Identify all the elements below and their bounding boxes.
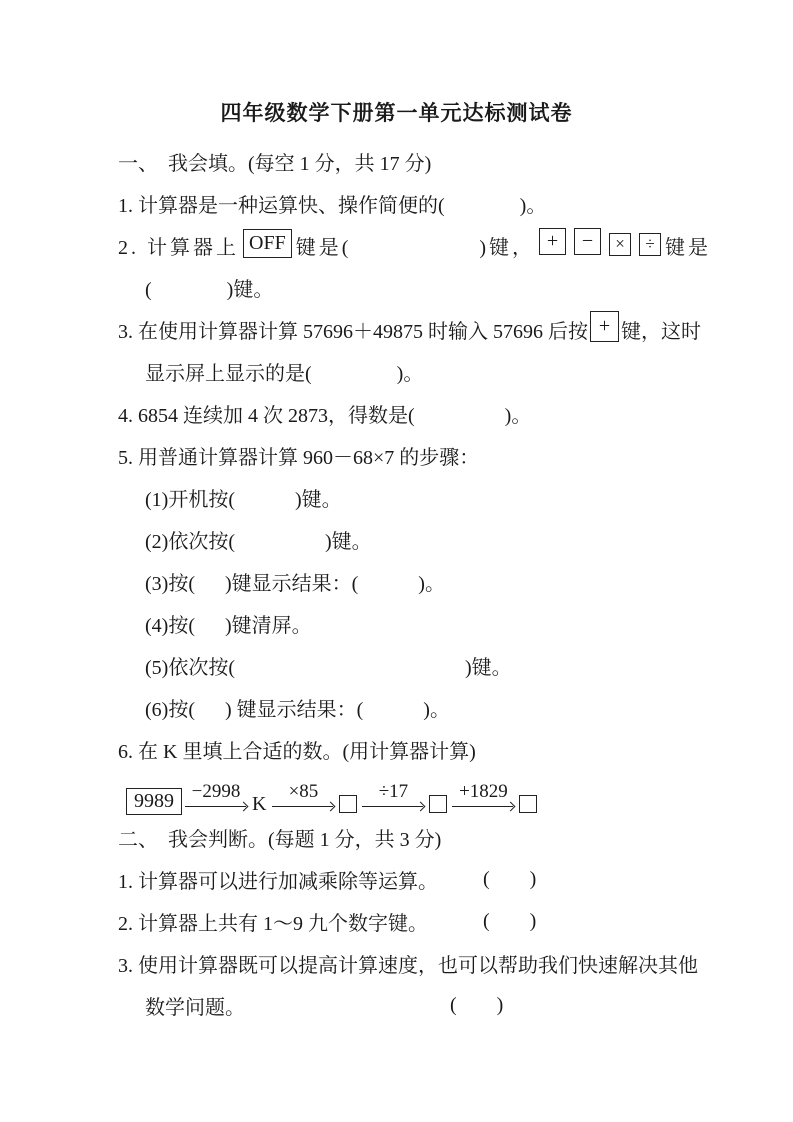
answer-box — [519, 795, 537, 813]
right-arrow-icon — [452, 802, 514, 811]
right-arrow-icon — [185, 802, 247, 811]
judgment-2 — [118, 900, 718, 942]
question-5 — [118, 434, 718, 476]
paper-content — [118, 140, 718, 1026]
answer-box — [429, 795, 447, 813]
question-6-expression — [118, 770, 718, 816]
question-5-step-4 — [118, 602, 718, 644]
section-1-heading-text: 一、 我会填。(每空 1 分，共 17 分) — [118, 152, 432, 175]
page-title: 四年级数学下册第一单元达标测试卷 — [220, 101, 573, 125]
right-arrow-icon — [272, 802, 334, 811]
plus-key: + — [539, 228, 566, 255]
judgment-3-line-2 — [118, 984, 718, 1026]
arrow-label: +1829 — [459, 781, 508, 802]
judgment-1-answer-parens: ( ) — [483, 867, 537, 890]
question-2-blank-text: ( )键。 — [145, 278, 274, 301]
step-3-text: (3)按( )键显示结果：( )。 — [145, 572, 445, 595]
judgment-1 — [118, 858, 718, 900]
minus-key: − — [574, 228, 601, 255]
question-5-step-1 — [118, 476, 718, 518]
question-6-text: 6. 在 K 里填上合适的数。(用计算器计算) — [118, 740, 476, 763]
question-4 — [118, 392, 718, 434]
step-6-text: (6)按( ) 键显示结果：( )。 — [145, 698, 450, 721]
question-2-line-1 — [118, 224, 718, 266]
divide-key: ÷ — [639, 233, 661, 256]
step-2-text: (2)依次按( )键。 — [145, 530, 372, 553]
step-1-text: (1)开机按( )键。 — [145, 488, 342, 511]
step-4-text: (4)按( )键清屏。 — [145, 614, 312, 637]
arrow-step-times-85 — [272, 782, 334, 811]
question-1-text: 1. 计算器是一种运算快、操作简便的( )。 — [118, 194, 547, 217]
section-2-heading-text: 二、 我会判断。(每题 1 分，共 3 分) — [118, 828, 442, 851]
right-arrow-icon — [362, 802, 424, 811]
question-5-step-5 — [118, 644, 718, 686]
boxed-start-number: 9989 — [126, 788, 182, 815]
judgment-3-text-line-1: 3. 使用计算器既可以提高计算速度，也可以帮助我们快速解决其他 — [118, 954, 698, 977]
question-5-text: 5. 用普通计算器计算 960－68×7 的步骤： — [118, 446, 480, 469]
arrow-label: ×85 — [288, 781, 319, 802]
judgment-3-answer-parens: ( ) — [450, 993, 504, 1016]
answer-box — [339, 795, 357, 813]
question-4-text: 4. 6854 连续加 4 次 2873，得数是( )。 — [118, 404, 532, 427]
off-key: OFF — [243, 229, 292, 258]
times-key: × — [609, 233, 631, 256]
question-2-mid-text: 键是( )键， — [295, 236, 536, 259]
question-3-pre-text: 3. 在使用计算器计算 57696＋49875 时输入 57696 后按 — [118, 320, 588, 343]
section-2-heading — [118, 816, 718, 858]
question-2-line-2 — [118, 266, 718, 308]
judgment-1-text: 1. 计算器可以进行加减乘除等运算。 — [118, 870, 438, 893]
plus-key: + — [590, 311, 619, 342]
question-2-post-text: 键是 — [665, 236, 712, 259]
judgment-2-text: 2. 计算器上共有 1～9 九个数字键。 — [118, 912, 428, 935]
question-5-step-2 — [118, 518, 718, 560]
question-5-step-3 — [118, 560, 718, 602]
arrow-label: −2998 — [191, 781, 241, 802]
question-3-line-2 — [118, 350, 718, 392]
arrow-step-divide-17 — [362, 782, 424, 811]
question-3-post-text: 键，这时 — [621, 320, 701, 343]
question-1 — [118, 182, 718, 224]
arrow-step-minus-2998 — [185, 782, 247, 811]
question-5-step-6 — [118, 686, 718, 728]
arrow-label: ÷17 — [378, 781, 409, 802]
variable-k: K — [252, 793, 267, 815]
question-2-pre-text: 2. 计算器上 — [118, 236, 239, 259]
arrow-step-plus-1829 — [452, 782, 514, 811]
judgment-3-line-1 — [118, 942, 718, 984]
judgment-3-text-line-2: 数学问题。 — [145, 996, 245, 1019]
question-3-line-1 — [118, 308, 718, 350]
question-6 — [118, 728, 718, 770]
section-1-heading — [118, 140, 718, 182]
judgment-2-answer-parens: ( ) — [483, 909, 537, 932]
question-3-blank-text: 显示屏上显示的是( )。 — [145, 362, 424, 385]
step-5-text: (5)依次按( )键。 — [145, 656, 512, 679]
